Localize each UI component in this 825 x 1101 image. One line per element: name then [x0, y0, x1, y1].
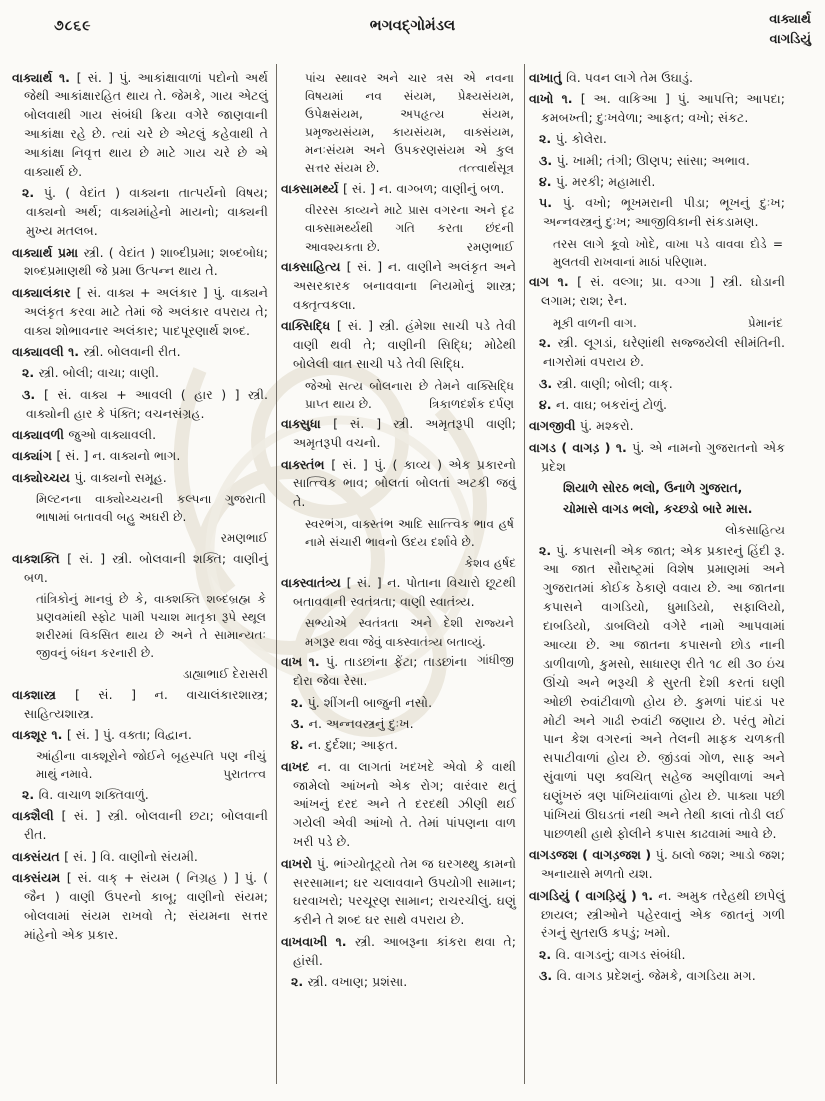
sense-number: ૪.	[291, 737, 308, 753]
sense-number: ૩.	[539, 968, 557, 984]
entry-text: [ અ. વાકિઆ ] પું. આપત્તિ; આપદા; કમબખ્તી; દુઃખવેળા; આફત; વખો; સંકટ.	[541, 90, 785, 125]
column-left	[8, 64, 276, 1084]
entry-text: [ સં. ] સ્ત્રી. હંમેશા સાચી પડે તેવી વાણી થવી તે; વાણીની સિદ્ધિ; મોઢેથી બોલેલી વાત સાચી પડે તેવી સિદ્ધિ.	[293, 318, 516, 372]
headword: વાખવાખી ૧.	[281, 933, 355, 949]
dictionary-entry	[529, 90, 785, 128]
headword: વાક્શૂર ૧.	[12, 726, 67, 742]
headword: વાખરો	[281, 855, 317, 871]
sense-number: ૩.	[291, 715, 309, 731]
headword: વાગજીવી	[529, 418, 580, 434]
running-head-last-word: વાગડિયું	[769, 32, 811, 48]
headword: વાક્યાલંકાર	[12, 284, 77, 300]
entry-text: વિ. પવન લાગે તેમ ઉઘાડું.	[566, 69, 694, 85]
entry-text: ન. અમુક તરેહથી છાપેલું છાયલ; સ્ત્રીઓને પહેરવાનું એક જાતનું ગળી રંગનું સુતરાઉ કપડું; ખમો.	[541, 887, 785, 941]
entry-text: [ સં. ] સ્ત્રી. અમૃતરૂપી વાણી; અમૃતરૂપી વચનો.	[293, 416, 516, 451]
entry-text: [ સં. ] ન. વાણીને અલંકૃત અને અસરકારક બનાવવાના નિયમોનું શાસ્ત્ર; વક્તૃત્વકલા.	[293, 259, 516, 312]
entry-text: સ્ત્રી. બોલી; વાચા; વાણી.	[38, 365, 160, 381]
dictionary-entry	[281, 317, 516, 374]
entry-text: [ સં. ] પું. વક્તા; વિદ્વાન.	[66, 726, 192, 742]
dictionary-entry	[12, 807, 268, 845]
sense-number: ૨.	[22, 787, 39, 803]
entry-text: સ્વરભંગ, વાક્સ્તંભ આદિ સાત્ત્વિક ભાવ હર્ષ નામે સંચારી ભાવનો ઉદય દર્શાવે છે.	[305, 516, 514, 549]
entry-text: તરસ લાગે કૂવો ખોદે, વાખા પડે વાવવા દોડે = મુલતવી રાખવાનાં માઠાં પરિણામ.	[553, 236, 783, 269]
entry-text: વિ. વાગડનું; વાગડ સંબંધી.	[555, 946, 686, 962]
entry-text: ન. દુર્દશા; આફત.	[307, 737, 398, 753]
entry-text: [ સં. વાક્ય + અલંકાર ] પું. વાક્યને અલંકૃત કરવા માટે તેમાં જે અલંકાર વપરાય તે; વાક્ય શોભાવનાર અલંકાર; પાદપૂરણાર્થ શબ્દ.	[24, 284, 268, 338]
sense-item	[281, 736, 516, 755]
dictionary-entry	[12, 469, 268, 488]
citation-quote	[305, 377, 514, 413]
citation-source	[281, 554, 516, 572]
headword: વાક્શક્તિ	[12, 550, 68, 566]
headword: વાક્યાર્થ પ્રમા	[12, 244, 84, 260]
sense-number: ૨.	[291, 973, 308, 989]
dictionary-entry	[12, 343, 268, 362]
dictionary-entry	[529, 273, 785, 311]
sense-item	[529, 130, 785, 149]
citation-source: ગાંધીજી	[477, 652, 514, 667]
entry-text: પું. ( વેદાંત ) વાક્યના તાત્પર્યનો વિષય; વાક્યનો અર્થ; વાક્યમાંહેનો માયનો; વાક્યની મુખ્ય મતલબ.	[26, 185, 268, 239]
headword: વાક્શૈલી	[12, 808, 62, 824]
headword: વાક્યાવલી ૧.	[12, 343, 84, 359]
entry-text: [ સં. ] પું. ( કાવ્ય ) એક પ્રકારનો સાત્ત્વિક ભાવ; બોલતાં બોલતાં અટકી જવું તે.	[293, 456, 516, 510]
entry-text: [ સં. વાક્ય + આવલી ( હાર ) ] સ્ત્રી. વાક્યોની હાર કે પંક્તિ; વચનસંગ્રહ.	[26, 386, 269, 421]
sense-number: ૫.	[539, 195, 563, 211]
headword: વાક્સિદ્ધિ	[281, 318, 337, 334]
citation-quote	[305, 515, 514, 551]
dictionary-entry	[12, 244, 268, 282]
citation-source	[529, 521, 785, 539]
dictionary-entry	[12, 284, 268, 341]
text-columns	[8, 64, 817, 1084]
entry-text: પું. એ નામનો ગુજરાતનો એક પ્રદેશ	[541, 439, 785, 474]
citation-quote	[36, 747, 266, 783]
sense-item	[281, 694, 516, 713]
headword: વાખ ૧.	[281, 654, 327, 670]
citation-source: રમણભાઈ	[466, 239, 514, 254]
sense-number: ૨.	[22, 365, 39, 381]
entry-text: પું. શીંગની બાજુની નસો.	[307, 694, 433, 710]
sense-number: ૪.	[539, 173, 556, 189]
dictionary-entry	[281, 415, 516, 453]
folk-verse-line	[563, 500, 785, 518]
citation-source: ત્રિકાળદર્શક દર્પણ	[429, 396, 514, 411]
citation-source-text: કેશવ હર્ષદ	[464, 555, 516, 570]
entry-text: [ સં. ] ન. વાક્યનો ભાગ.	[56, 448, 181, 464]
sense-number: ૨.	[539, 542, 557, 558]
entry-text: આંહીના વાક્શૂરોને જોઈને બૃહસ્પતિ પણ નીચું માથું નમાવે.	[36, 749, 266, 782]
entry-text: ન. અન્નવસ્ત્રનું દુઃખ.	[308, 715, 414, 731]
citation-quote	[553, 314, 783, 332]
entry-text: [ સં. ] ન. વાચાલંકારશાસ્ત્ર; સાહિત્યશાસ્ત્ર.	[24, 686, 268, 721]
dictionary-entry	[12, 726, 268, 745]
headword: વાક્સ્તંભ	[281, 456, 332, 472]
entry-text: પું. ખામી; તંગી; ઊણપ; સાંસા; અભાવ.	[556, 152, 750, 168]
entry-text: જુઓ વાક્યાવલી.	[68, 427, 157, 443]
entry-text: સ્ત્રી. ( વેદાંત ) શાબ્દીપ્રમા; શબ્દબોધ; શબ્દપ્રમાણથી જે પ્રમા ઉત્પન્ન થાય તે.	[24, 244, 268, 279]
sense-item	[281, 973, 516, 992]
citation-source-text: ડાહ્યાભાઈ દેરાસરી	[182, 666, 268, 681]
folk-verse-line	[563, 479, 785, 497]
entry-text: [ સં. વાક્ + સંયમ ( નિગ્રહ ) ] પું. ( જૈન ) વાણી ઉપરનો કાબૂ; વાણીનો સંયમ; બોલવામાં સંયમ રાખવો તે; સંયમના સત્તર માંહેનો એક પ્રકાર.	[24, 870, 268, 942]
headword: વાગ ૧.	[529, 274, 578, 290]
citation-quote	[36, 590, 266, 663]
sense-item	[529, 542, 785, 844]
entry-text: પાંચ સ્થાવર અને ચાર ત્રસ એ નવના વિષયમાં નવ સંયમ, પ્રેક્ષ્યસંયમ, ઉપેક્ષસંયમ, અપહૃત્ય સંયમ, પ્રમૃજ્યસંયમ, કાયસંયમ, વાક્સંયમ, મનઃસંયમ અને ઉપકરણસંયમ એ કુલ સત્તર સંયમ છે.	[305, 70, 514, 176]
headword: વાગડજશ ( વાગડ઼જશ )	[529, 847, 656, 863]
sense-item	[529, 396, 785, 415]
citation-quote	[305, 614, 514, 667]
entry-text: પું. કપાસની એક જાત; એક પ્રકારનું હિંદી રૂ. આ જાત સૌરાષ્ટ્રમાં વિશેષ પ્રમાણમાં અને ગુજરાતમાં કોઈક ઠેકાણે વવાય છે. આ જાતના કપાસને વાગડિયો, ધુમાડિયો, સફાલિયો, દાબડિયો, ડાબલિયો વગેરે નામો આપવામાં આવ્યા છે. આ જાતના કપાસનો છોડ નાની ડાળીવાળો, કુમસો, સાધારણ રીતે ૧૮ થી ૩૦ ઇંચ ઊંચો અને ભરૂચી કે સુરતી દેશી કરતાં ઘણી ઓછી રુવાંટીવાળો હોય છે. કુમળાં પાંદડાં પર મોટી અને ગાઢી રુવાંટી જણાય છે. પરંતુ મોટાં પાન કેશ વગરનાં અને તેલની માફક ચળકતી સપાટીવાળાં હોય છે. જીંડવાં ગોળ, સાફ અને સુંવાળાં પણ ક્વચિત્ સહેજ અણીવાળાં અને ઘણુંખરું ત્રણ પાંખિયાંવાળાં હોય છે. પાક્યા પછી પાંખિયાં ઊઘડતાં નથી અને તેથી કાલાં તોડી લઈ પાછળથી હાથે ફોલીને કપાસ કાઢવામાં આવે છે.	[543, 542, 785, 841]
sense-item	[529, 194, 785, 232]
sense-number: ૪.	[539, 397, 556, 412]
entry-text: પું. કોલેરા.	[555, 131, 607, 147]
headword: વાક્સંયત	[12, 848, 65, 864]
dictionary-entry	[12, 447, 268, 466]
sense-number: ૨.	[22, 185, 44, 201]
headword: વાક્યાંગ	[12, 448, 57, 464]
citation-quote	[36, 490, 266, 526]
dictionary-entry	[529, 439, 785, 477]
headword: વાક્સ્વાતંત્ર્ય	[281, 575, 347, 591]
sense-item	[529, 173, 785, 192]
sense-item	[281, 715, 516, 734]
sense-item	[12, 386, 268, 424]
citation-source-text: લોકસાહિત્ય	[725, 522, 785, 537]
entry-text: સ્ત્રી. વખાણ; પ્રશંસા.	[307, 973, 408, 989]
entry-text: વીરરસ કાવ્યને માટે પ્રાસ વગરના અને દૃઢ વાક્સામર્થ્યથી ગતિ કરતા છંદની આવશ્યકતા છે.	[305, 203, 514, 254]
page-header	[8, 0, 817, 64]
sense-number: ૩.	[22, 386, 45, 402]
entry-text: વિ. વાગડ પ્રદેશનું. જેમકે, વાગડિયા મગ.	[556, 968, 756, 984]
entry-text: ન. વા લાગતાં ખદખદે એવો કે વાથી જામેલો આંખનો એક રોગ; વારંવાર થતું આંખનું દરદ અને તે દરદથી ઝીણી થઈ ગયેલી એવી આંખો તે. તેમાં પાંપણના વાળ ખરી પડે છે.	[293, 758, 516, 850]
edition-title: ભગવદ્ગોમંડલ	[369, 16, 456, 34]
entry-text: સભ્યોએ સ્વતંત્રતા અને દેશી રાજ્યને મગરૂર થવા જેવું વાક્સ્વાતંત્ર્ય બતાવ્યું.	[305, 616, 514, 649]
headword: વાક્સુધા	[281, 416, 334, 432]
dictionary-entry	[281, 180, 516, 199]
citation-source: પ્રેમાનંદ	[747, 315, 783, 330]
sense-item	[529, 152, 785, 171]
sense-item	[12, 184, 268, 241]
entry-text: પું. તાડછાંના ફેંટા; તાડછાંના દોરા જેવા રેસા.	[293, 654, 468, 689]
headword: વાક્શાસ્ત્ર	[12, 686, 75, 702]
entry-text: [ સં. ] ન. પોતાના વિચારો છૂટથી બતાવવાની સ્વતંત્રતા; વાણી સ્વાતંત્ર્ય.	[293, 575, 516, 610]
entry-text: [ સં. ] પું. આકાંક્ષાવાળાં પદોનો અર્થ જેથી આકાંક્ષારહિત થાય તે. જેમકે, ગાય એટલું બોલવાથી ગાય સંબંધી ક્રિયા વગેરે જાણવાની આકાંક્ષા રહે છે. ત્યાં ચરે છે એટલું કહેવાથી તે આકાંક્ષા નિવૃત્ત થાય છે માટે ગાય ચરે છે એ વાક્યાર્થ છે.	[24, 69, 268, 179]
entry-text: મિલ્ટનના વાક્યોચ્ચયની કલ્પના ગુજરાતી ભાષામાં બતાવવી બહુ અઘરી છે.	[36, 492, 266, 525]
entry-text: ન. વાઘ; બકરાંનું ટોળું.	[555, 397, 668, 412]
dictionary-entry	[281, 456, 516, 513]
citation-quote	[305, 201, 514, 255]
headword: વાગડિયું ( વાગડ઼િયું ) ૧.	[529, 887, 659, 903]
dictionary-entry	[529, 846, 785, 884]
dictionary-entry	[12, 69, 268, 182]
headword: વાક્યાર્થ ૧.	[12, 69, 77, 85]
entry-text: પું. મશ્કરો.	[579, 418, 634, 434]
citation-quote	[553, 235, 783, 271]
entry-text: શિયાળે સોરઠ ભલો, ઉનાળે ગુજરાત,	[563, 481, 743, 496]
entry-text: [ સં. ] સ્ત્રી. બોલવાની છટા; બોલવાની રીત.	[24, 808, 268, 843]
citation-source-text: રમણભાઈ	[220, 530, 268, 545]
citation-source: પુરાતત્ત્વ	[223, 767, 266, 782]
dictionary-entry	[12, 426, 268, 445]
headword: વાખાતું	[529, 69, 567, 85]
dictionary-entry	[281, 758, 516, 852]
headword: વાગડ ( વાગડ઼ ) ૧.	[529, 439, 633, 455]
headword: વાક્સામર્થ્ય	[281, 180, 343, 196]
entry-text: પું. વખો; ભૂખમરાની પીડા; ભૂખનું દુઃખ; અન્નવસ્ત્રનું દુઃખ; આજીવિકાની સંકડામણ.	[543, 195, 785, 230]
citation-quote	[305, 69, 514, 178]
entry-text: [ સં. ] વિ. વાણીનો સંયમી.	[64, 848, 198, 864]
dictionary-entry	[12, 848, 268, 867]
headword: વાખદ	[281, 758, 318, 774]
entry-text: [ સં. ] ન. વાગ્બળ; વાણીનું બળ.	[342, 180, 505, 196]
entry-text: વિ. વાચાળ શક્તિવાળું.	[38, 787, 149, 803]
entry-text: સ્ત્રી. આબરૂના કાંકરા થવા તે; હાંસી.	[293, 933, 516, 968]
sense-number: ૨.	[539, 131, 556, 147]
citation-source	[12, 665, 268, 683]
sense-number: ૨.	[539, 335, 558, 351]
sense-number: ૩.	[539, 375, 557, 391]
sense-number: ૨.	[291, 694, 308, 710]
dictionary-entry	[281, 574, 516, 612]
column-middle	[276, 64, 524, 1084]
headword: વાક્યાવળી	[12, 427, 69, 443]
headword: વાક્સંયમ	[12, 870, 67, 886]
dictionary-entry	[529, 887, 785, 944]
entry-text: પું. ઠાલો જશ; આડો જશ; અનાયાસે મળતો યશ.	[541, 847, 785, 882]
entry-text: સ્ત્રી. લૂગડાં, ઘરેણાંથી સજ્જયેલી સીમંતિની. નાગરોમાં વપરાય છે.	[543, 335, 786, 370]
headword: વાખો ૧.	[529, 90, 581, 106]
sense-item	[529, 967, 785, 986]
citation-source	[12, 529, 268, 547]
entry-text: જેઓ સત્ય બોલનારા છે તેમને વાક્સિદ્ધિ પ્રાપ્ત થાય છે.	[305, 378, 514, 411]
headword: વાક્યોચ્ચય	[12, 469, 75, 485]
sense-number: ૩.	[539, 152, 557, 168]
entry-text: [ સં. વલ્ગા; પ્રા. વગ્ગા ] સ્ત્રી. ઘોડાની લગામ; રાશ; રેન.	[541, 274, 785, 309]
sense-item	[12, 786, 268, 805]
dictionary-entry	[281, 258, 516, 315]
sense-number: ૨.	[539, 946, 556, 962]
running-head-first-word: વાક્યાર્થ	[769, 12, 811, 27]
sense-item	[529, 334, 785, 372]
dictionary-entry	[12, 869, 268, 945]
entry-text: સ્ત્રી. બોલવાની રીત.	[83, 343, 181, 359]
headword: વાક્સાહિત્ય	[281, 259, 347, 275]
sense-item	[12, 364, 268, 383]
dictionary-entry	[281, 933, 516, 971]
page-number: ૭૮૬૯	[54, 18, 92, 34]
dictionary-entry	[529, 69, 785, 88]
citation-source: તત્ત્વાર્થસૂત્ર	[458, 161, 514, 176]
sense-item	[529, 375, 785, 394]
dictionary-entry	[529, 417, 785, 436]
entry-text: સ્ત્રી. વાણી; બોલી; વાક્.	[556, 375, 673, 391]
entry-text: પું. વાક્યનો સમૂહ.	[74, 469, 167, 485]
entry-text: તાંત્રિકોનું માનવું છે કે, વાક્શક્તિ શબ્દબ્રહ્મ કે પ્રણવમાંથી સ્ફોટ પામી પચાશ માતૃકા રૂપે સ્થૂલ શરીરમાં વિકસિત થાય છે અને તે સામાન્યતઃ જીવનું બંધન કરનારી છે.	[36, 591, 266, 661]
entry-text: મૂકી વાળની વાગ.	[553, 315, 637, 330]
dictionary-entry	[12, 686, 268, 724]
dictionary-entry	[281, 855, 516, 931]
entry-text: ચોમાસે વાગડ ભલો, કચ્છડો બારે માસ.	[563, 502, 753, 516]
entry-text: પું. મરકી; મહામારી.	[555, 173, 656, 189]
column-right	[524, 64, 793, 1084]
running-heads	[769, 10, 811, 50]
sense-item	[529, 946, 785, 965]
entry-text: [ સં. ] સ્ત્રી. બોલવાની શક્તિ; વાણીનું બળ.	[24, 550, 268, 585]
entry-text: પું. ભાંગ્યોતૂટ્યો તેમ જ ઘરગથ્થુ કામનો સરસામાન; ઘર ચલાવવાને ઉપયોગી સામાન; ઘરવાખરો; પરચૂરણ સામાન; રાચરચીલું. ઘણું કરીને તે શબ્દ ઘર સાથે વપરાય છે.	[293, 855, 517, 928]
dictionary-entry	[12, 550, 268, 588]
